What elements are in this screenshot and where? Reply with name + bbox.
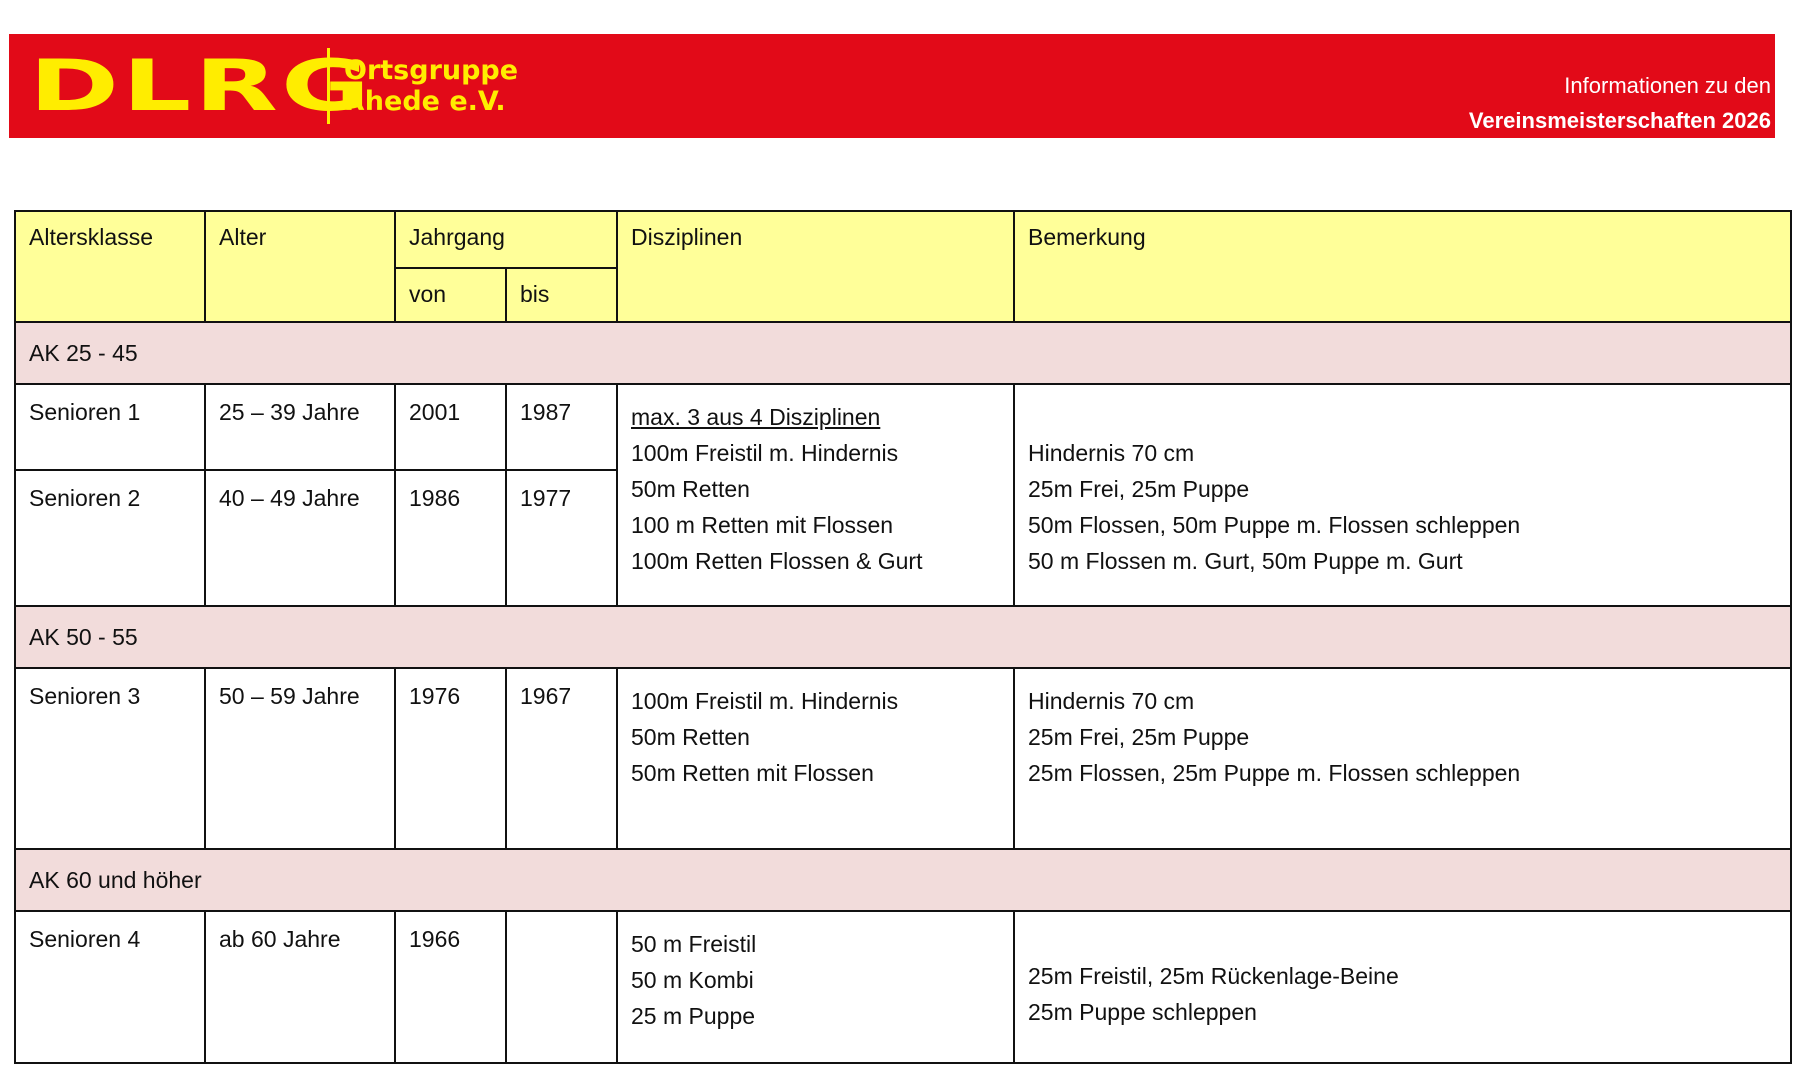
cell-von: 1966 bbox=[395, 911, 506, 1063]
table-row bbox=[15, 911, 1791, 1063]
info-line-1: Informationen zu den bbox=[1564, 73, 1771, 98]
bemerkung-item: Hindernis 70 cm bbox=[1028, 688, 1195, 714]
group-row bbox=[15, 606, 1791, 668]
cell-bemerkung bbox=[1014, 384, 1791, 606]
disziplin-item: 50m Retten mit Flossen bbox=[631, 760, 874, 786]
cell-altersklasse: Senioren 2 bbox=[15, 470, 205, 606]
cell-bemerkung bbox=[1014, 911, 1791, 1063]
header-altersklasse: Altersklasse bbox=[15, 211, 205, 322]
org-line-1: Ortsgruppe bbox=[344, 55, 519, 86]
bemerkung-item: 25m Puppe schleppen bbox=[1028, 999, 1257, 1025]
cell-altersklasse: Senioren 3 bbox=[15, 668, 205, 849]
cell-disziplinen bbox=[617, 384, 1014, 606]
cell-bis bbox=[506, 911, 617, 1063]
disziplin-item: 100 m Retten mit Flossen bbox=[631, 512, 894, 538]
header-jahrgang: Jahrgang bbox=[395, 211, 617, 268]
cell-bis: 1967 bbox=[506, 668, 617, 849]
disziplin-item: 100m Freistil m. Hindernis bbox=[631, 440, 899, 466]
cell-altersklasse: Senioren 1 bbox=[15, 384, 205, 470]
bemerkung-item: 25m Flossen, 25m Puppe m. Flossen schleppen bbox=[1028, 760, 1521, 786]
cell-bemerkung bbox=[1014, 668, 1791, 849]
disziplin-item: 50m Retten bbox=[631, 476, 750, 502]
group-row bbox=[15, 322, 1791, 384]
org-line-2: Rhede e.V. bbox=[344, 86, 506, 117]
header-bis: bis bbox=[506, 268, 617, 322]
group-label: AK 60 und höher bbox=[15, 849, 1791, 911]
dlrg-logo bbox=[29, 34, 518, 138]
cell-alter: 25 – 39 Jahre bbox=[205, 384, 395, 470]
disziplin-item: 25 m Puppe bbox=[631, 1003, 756, 1029]
cell-von: 1986 bbox=[395, 470, 506, 606]
cell-bis: 1977 bbox=[506, 470, 617, 606]
cell-disziplinen bbox=[617, 911, 1014, 1063]
bemerkung-item: 25m Freistil, 25m Rückenlage-Beine bbox=[1028, 963, 1399, 989]
header-alter: Alter bbox=[205, 211, 395, 322]
header-disziplinen: Disziplinen bbox=[617, 211, 1014, 322]
disziplin-item: 100m Retten Flossen & Gurt bbox=[631, 548, 923, 574]
group-label: AK 25 - 45 bbox=[15, 322, 1791, 384]
group-row bbox=[15, 849, 1791, 911]
header-bemerkung: Bemerkung bbox=[1014, 211, 1791, 322]
disziplin-item: 100m Freistil m. Hindernis bbox=[631, 688, 899, 714]
group-label: AK 50 - 55 bbox=[15, 606, 1791, 668]
cell-alter: 40 – 49 Jahre bbox=[205, 470, 395, 606]
table-row bbox=[15, 668, 1791, 849]
cell-von: 1976 bbox=[395, 668, 506, 849]
cell-bis: 1987 bbox=[506, 384, 617, 470]
header-banner bbox=[9, 34, 1775, 138]
table-header-row bbox=[15, 211, 1791, 268]
cell-alter: ab 60 Jahre bbox=[205, 911, 395, 1063]
logo-text: DLRG bbox=[29, 45, 374, 127]
cell-disziplinen bbox=[617, 668, 1014, 849]
banner-info bbox=[1469, 68, 1771, 138]
bemerkung-item: 25m Frei, 25m Puppe bbox=[1028, 724, 1250, 750]
cell-alter: 50 – 59 Jahre bbox=[205, 668, 395, 849]
disziplin-item: 50 m Freistil bbox=[631, 931, 757, 957]
info-line-2: Vereinsmeisterschaften 2026 bbox=[1468, 108, 1771, 133]
bemerkung-item: 25m Frei, 25m Puppe bbox=[1028, 476, 1250, 502]
bemerkung-item: Hindernis 70 cm bbox=[1028, 440, 1195, 466]
disziplinen-title: max. 3 aus 4 Disziplinen bbox=[631, 404, 881, 430]
cell-von: 2001 bbox=[395, 384, 506, 470]
table-row bbox=[15, 384, 1791, 470]
cell-altersklasse: Senioren 4 bbox=[15, 911, 205, 1063]
bemerkung-item: 50m Flossen, 50m Puppe m. Flossen schleppen bbox=[1028, 512, 1521, 538]
bemerkung-item: 50 m Flossen m. Gurt, 50m Puppe m. Gurt bbox=[1028, 548, 1463, 574]
disziplin-item: 50 m Kombi bbox=[631, 967, 754, 993]
disziplin-item: 50m Retten bbox=[631, 724, 750, 750]
header-von: von bbox=[395, 268, 506, 322]
age-class-table bbox=[14, 210, 1792, 1064]
